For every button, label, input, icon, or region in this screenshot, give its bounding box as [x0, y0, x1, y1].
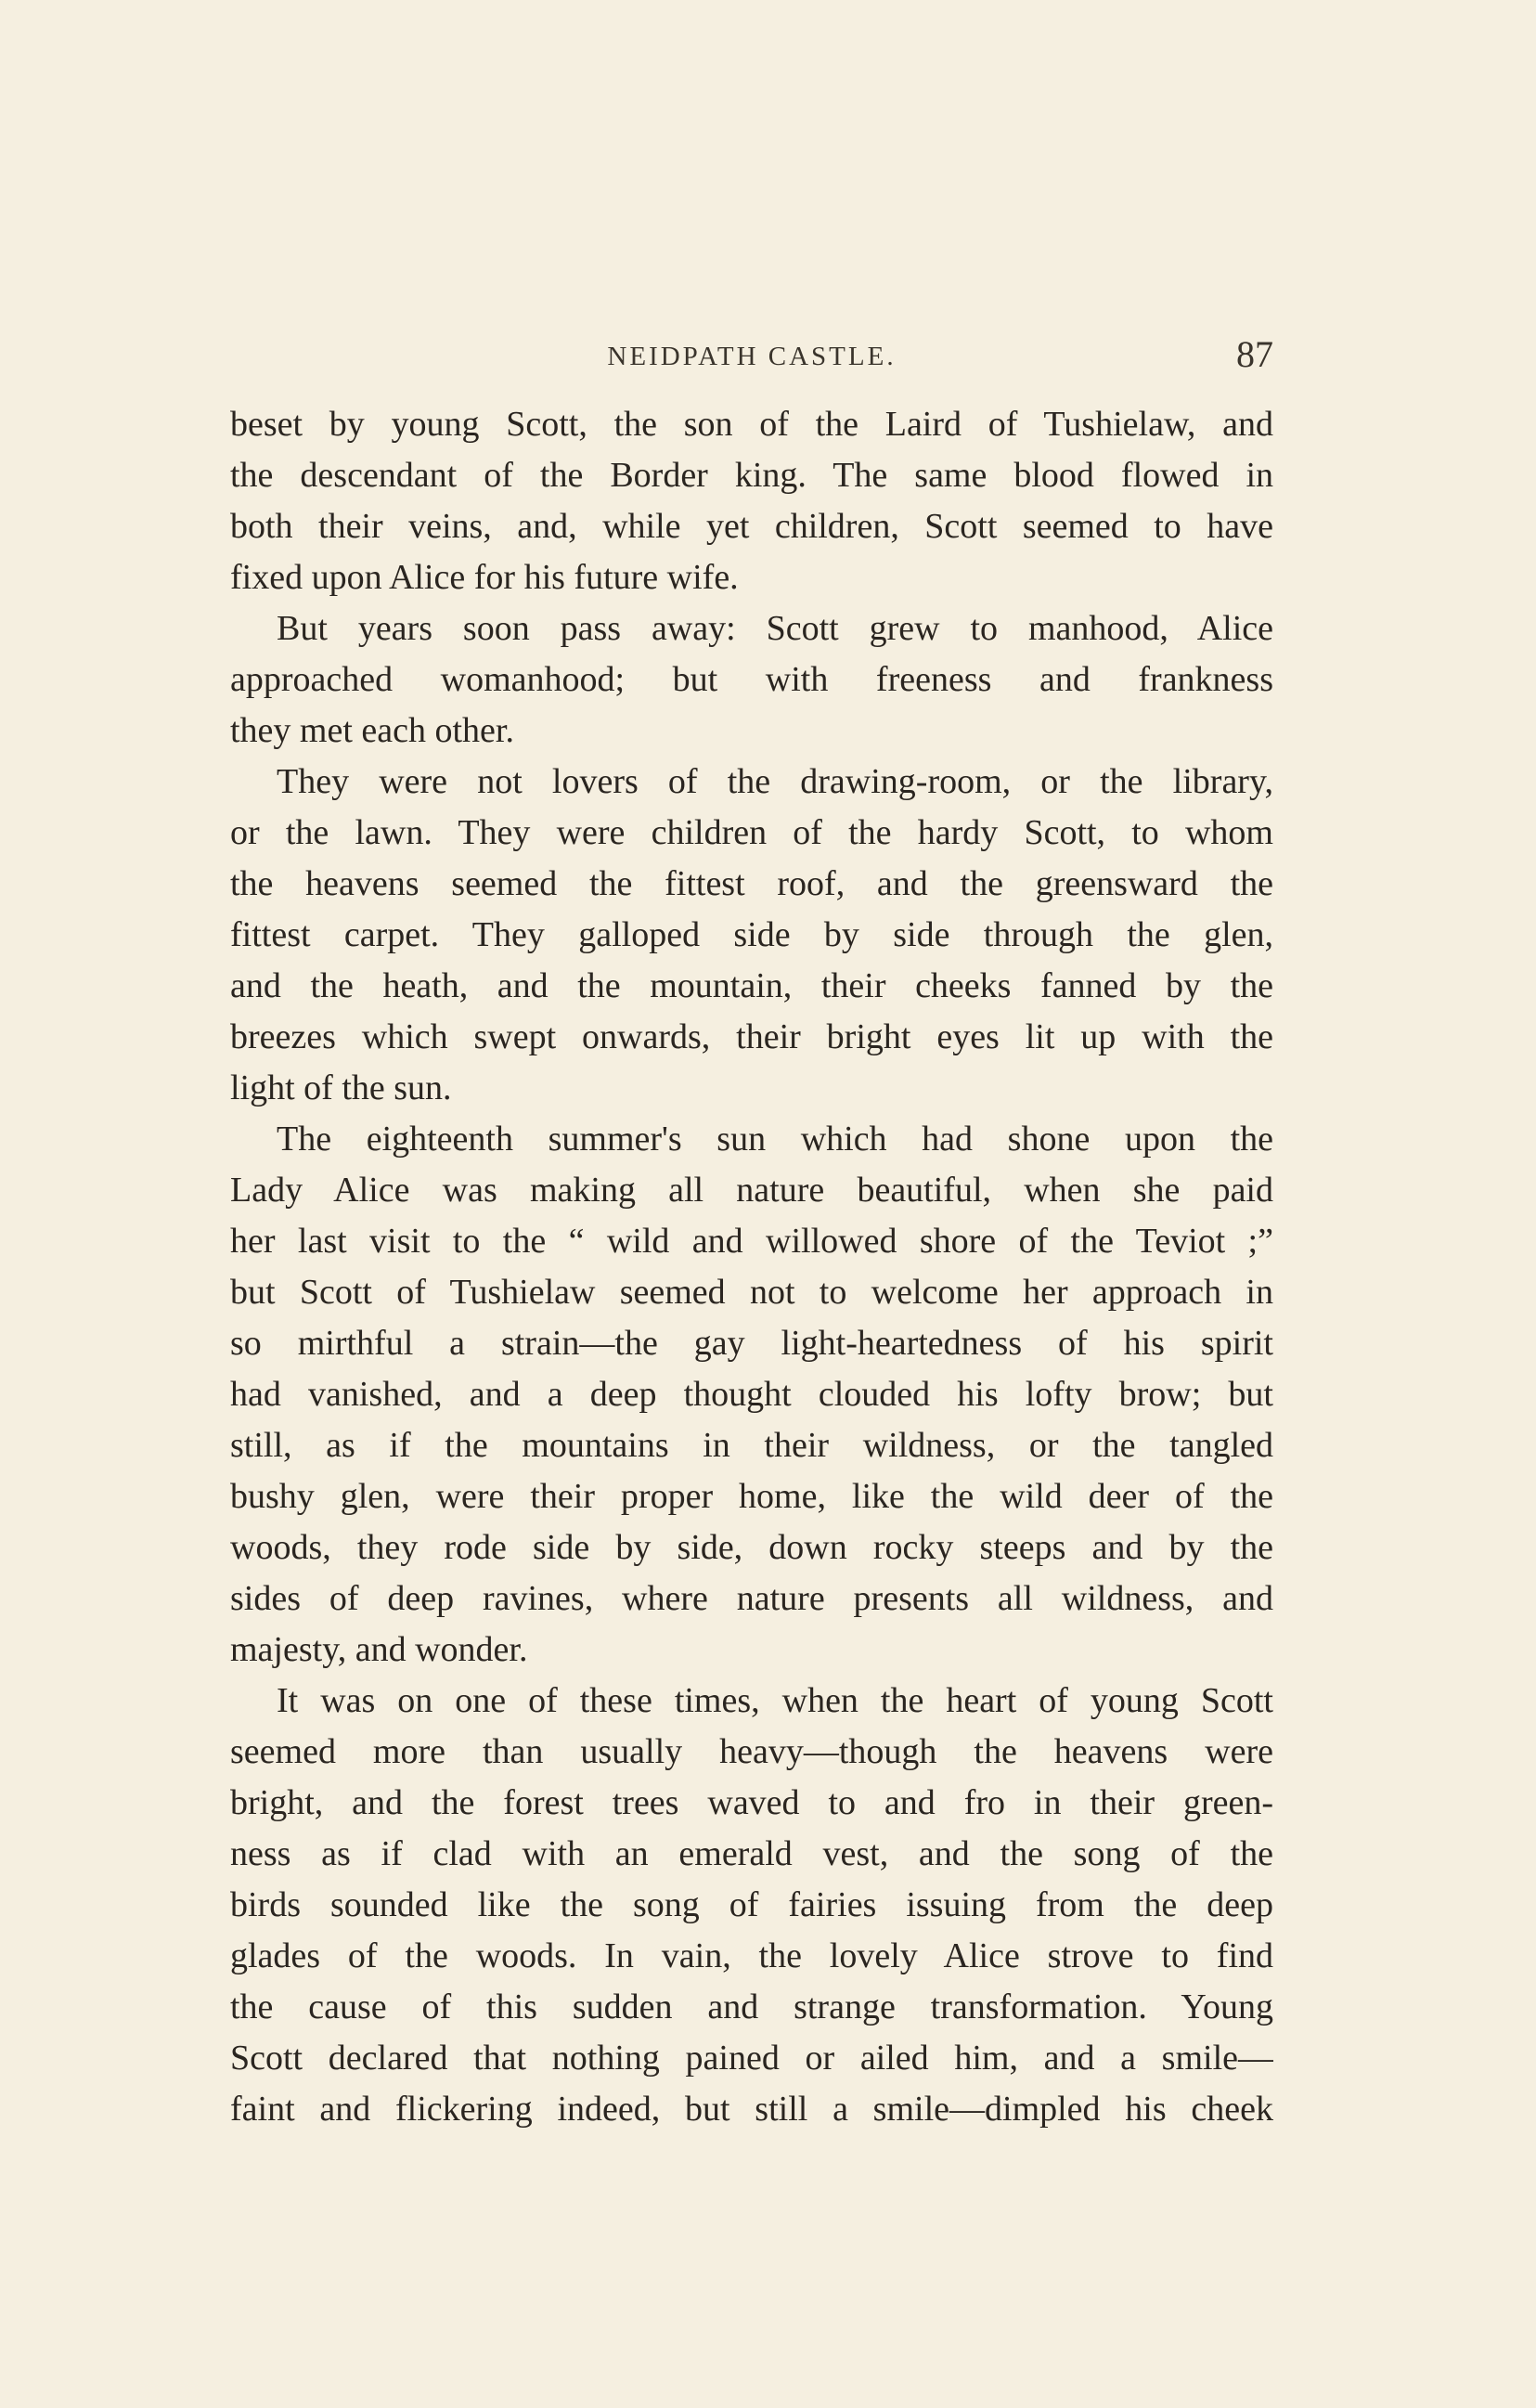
- text-line: fixed upon Alice for his future wife.: [230, 558, 739, 597]
- text-line: majesty, and wonder.: [230, 1630, 528, 1669]
- text-line: bright, and the forest trees waved to and fro in their green-: [230, 1783, 1273, 1822]
- text-line: breezes which swept onwards, their bright eyes lit up with the: [230, 1017, 1273, 1056]
- text-line: Lady Alice was making all nature beautiful, when she paid: [230, 1171, 1273, 1210]
- text-line: faint and flickering indeed, but still a smile—dimpled his cheek: [230, 2090, 1273, 2129]
- text-line: bushy glen, were their proper home, like the wild deer of the: [230, 1477, 1273, 1516]
- text-line: But years soon pass away: Scott grew to manhood, Alice: [277, 609, 1273, 648]
- running-title: NEIDPATH CASTLE.: [607, 342, 897, 371]
- text-line: but Scott of Tushielaw seemed not to welcome her approach in: [230, 1273, 1273, 1312]
- text-line: light of the sun.: [230, 1068, 452, 1107]
- text-line: The eighteenth summer's sun which had shone upon the: [277, 1120, 1273, 1159]
- text-line: birds sounded like the song of fairies issuing from the deep: [230, 1885, 1273, 1924]
- text-line: her last visit to the “ wild and willowed shore of the Teviot ;”: [230, 1222, 1273, 1261]
- text-line: They were not lovers of the drawing-room, or the library,: [277, 762, 1273, 801]
- text-line: woods, they rode side by side, down rocky steeps and by the: [230, 1528, 1273, 1567]
- text-line: beset by young Scott, the son of the Laird of Tushielaw, and: [230, 405, 1273, 444]
- text-line: still, as if the mountains in their wildness, or the tangled: [230, 1426, 1273, 1465]
- text-line: the descendant of the Border king. The same blood flowed in: [230, 456, 1273, 495]
- text-line: so mirthful a strain—the gay light-heartedness of his spirit: [230, 1324, 1273, 1363]
- text-line: fittest carpet. They galloped side by side through the glen,: [230, 915, 1273, 954]
- text-line: had vanished, and a deep thought clouded his lofty brow; but: [230, 1375, 1273, 1414]
- text-line: and the heath, and the mountain, their cheeks fanned by the: [230, 966, 1273, 1005]
- page-number: 87: [1236, 333, 1273, 375]
- text-line: ness as if clad with an emerald vest, and the song of the: [230, 1834, 1273, 1873]
- text-line: both their veins, and, while yet children, Scott seemed to have: [230, 507, 1273, 546]
- text-line: or the lawn. They were children of the hardy Scott, to whom: [230, 813, 1273, 852]
- text-line: sides of deep ravines, where nature presents all wildness, and: [230, 1579, 1273, 1618]
- text-line: seemed more than usually heavy—though the heavens were: [230, 1732, 1273, 1771]
- text-line: Scott declared that nothing pained or ailed him, and a smile—: [230, 2039, 1273, 2078]
- text-line: glades of the woods. In vain, the lovely Alice strove to find: [230, 1936, 1273, 1975]
- text-line: It was on one of these times, when the heart of young Scott: [277, 1681, 1273, 1720]
- text-line: they met each other.: [230, 711, 514, 750]
- text-line: the heavens seemed the fittest roof, and the greensward the: [230, 864, 1273, 903]
- running-head: [230, 333, 1273, 377]
- text-line: the cause of this sudden and strange transformation. Young: [230, 1987, 1273, 2026]
- text-line: approached womanhood; but with freeness and frankness: [230, 660, 1273, 699]
- body-text: [230, 399, 1273, 2135]
